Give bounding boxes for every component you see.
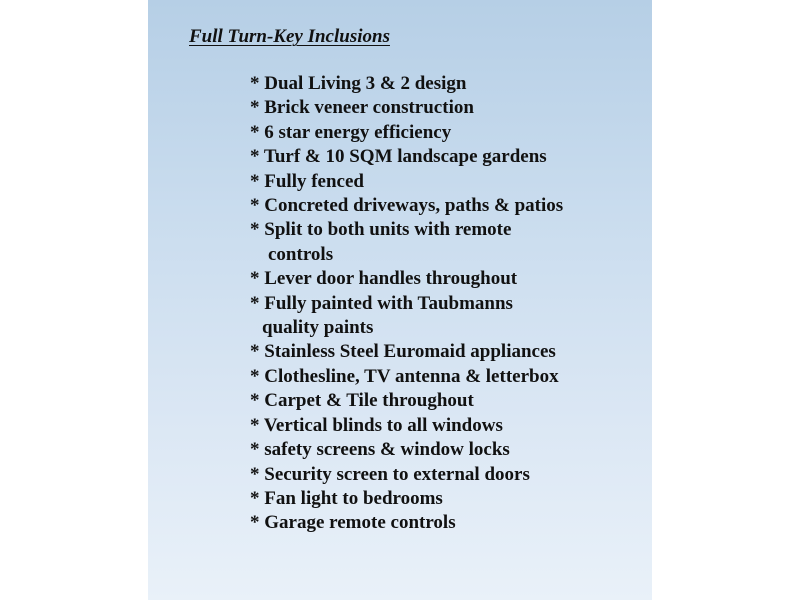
list-item-text: * Vertical blinds to all windows: [250, 414, 503, 436]
inclusions-heading: Full Turn-Key Inclusions: [189, 26, 390, 47]
list-item-text: * Security screen to external doors: [250, 463, 530, 485]
list-item: [250, 463, 563, 487]
list-item-text: * Turf & 10 SQM landscape gardens: [250, 146, 547, 168]
list-item: [250, 511, 563, 535]
list-item: [250, 340, 563, 364]
list-item-text: * Fan light to bedrooms: [250, 487, 443, 509]
list-item: [250, 96, 563, 120]
list-item-text: * Garage remote controls: [250, 512, 456, 534]
list-item-text: * Dual Living 3 & 2 design: [250, 73, 467, 94]
list-item: [250, 414, 563, 438]
list-item: [250, 292, 563, 341]
list-item-text: * Fully fenced: [250, 170, 364, 192]
list-item: [250, 121, 563, 145]
list-item-text: * Lever door handles throughout: [250, 268, 518, 290]
list-item-text: * Stainless Steel Euromaid appliances: [250, 341, 556, 363]
list-item: [250, 438, 563, 462]
list-item-text: * 6 star energy efficiency: [250, 121, 452, 143]
list-item-text: * Brick veneer construction: [250, 97, 474, 119]
list-item: [250, 170, 563, 194]
list-item: [250, 72, 563, 96]
list-item: [250, 218, 563, 267]
list-item-text: * Concreted driveways, paths & patios: [250, 195, 564, 217]
list-item-text: * Split to both units with remote: [250, 219, 512, 241]
list-item: [250, 194, 563, 218]
list-item-text: * Fully painted with Taubmanns: [250, 292, 513, 314]
inclusions-list: [250, 72, 563, 536]
list-item-text: * Carpet & Tile throughout: [250, 390, 474, 412]
list-item: [250, 267, 563, 291]
list-item: [250, 389, 563, 413]
list-item-text: * Clothesline, TV antenna & letterbox: [250, 365, 559, 387]
list-item: [250, 487, 563, 511]
list-item-continuation: controls: [268, 243, 334, 265]
list-item-text: * safety screens & window locks: [250, 439, 510, 461]
list-item-continuation: quality paints: [262, 317, 374, 339]
list-item: [250, 365, 563, 389]
list-item: [250, 145, 563, 169]
